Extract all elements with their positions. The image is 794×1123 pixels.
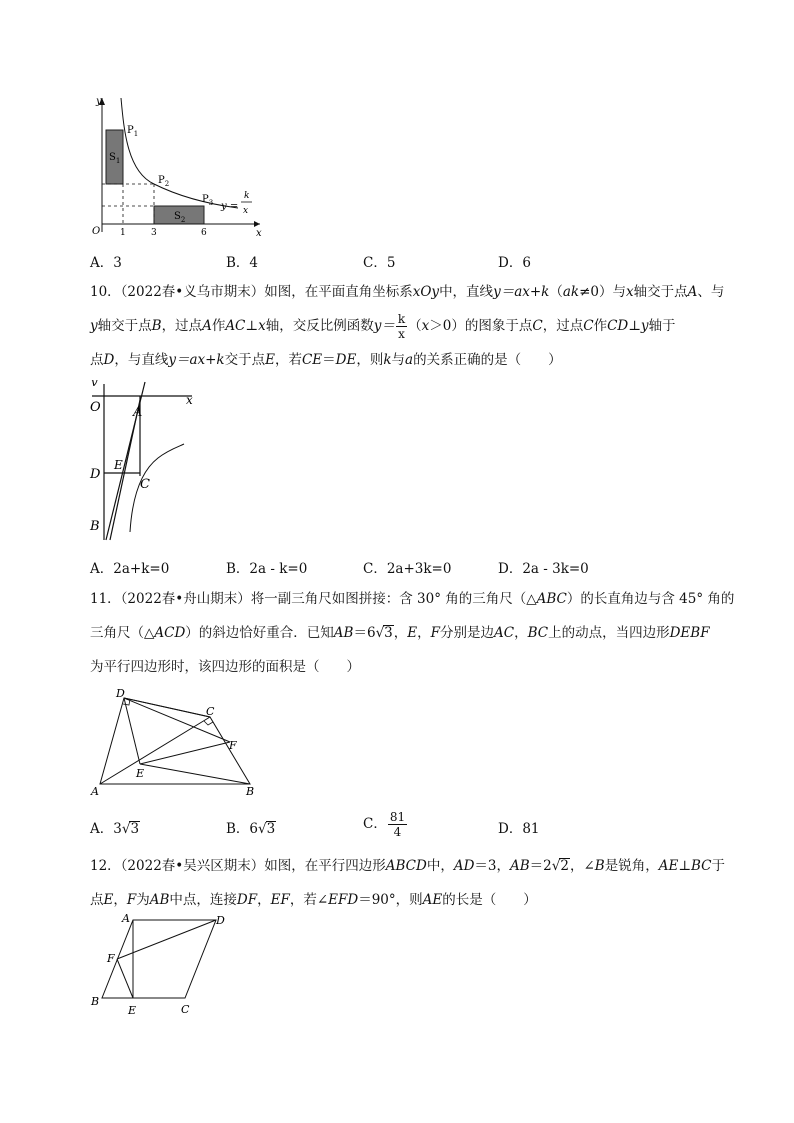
q10-label-d: D (90, 467, 101, 482)
q11-label-e: E (136, 767, 145, 780)
q12-label-a: A (122, 912, 130, 925)
q11-option-a[interactable]: A．3√3 (90, 821, 140, 837)
q9-figure (88, 92, 268, 242)
q10-label-o: O (90, 400, 101, 415)
q11-figure (88, 685, 263, 800)
q11-label-f: F (229, 739, 237, 752)
q11-line-2: 三角尺（△ACD）的斜边恰好重合．已知AB＝6√3，E，F分别是边AC，BC上的动点，当四边形DEBF (90, 625, 710, 641)
q9-label-s1: $S_1$ (109, 152, 121, 165)
q10-line-2: y轴交于点B，过点A作AC⊥x轴，交反比例函数y＝ $\frac{k}{x}$ （x＞0）的图象于点C，过点C作CD⊥y轴于 (90, 312, 676, 341)
q9-hyperbola (121, 98, 238, 208)
q9-label-y: y (96, 96, 102, 107)
q11-label-a: A (91, 785, 99, 798)
q9-label-x: x (256, 228, 262, 239)
q10-option-d[interactable]: D．2a - 3k=0 (498, 561, 589, 577)
q9-label-yeq: y = (221, 201, 239, 212)
q12-label-d: D (216, 914, 225, 927)
question-12 (90, 849, 726, 917)
q12-figure (88, 910, 238, 1018)
q12-label-c: C (181, 1003, 190, 1016)
q9-option-d[interactable]: D．6 (498, 255, 531, 271)
q12-line-1: 12．（2022春•吴兴区期末）如图，在平行四边形ABCD中，AD＝3，AB＝2√2，∠B是锐角，AE⊥BC于 (90, 858, 726, 874)
q11-option-d[interactable]: D．81 (498, 821, 540, 837)
q11-line-1: 11．（2022春•舟山期末）将一副三角尺如图拼接：含 30° 角的三角尺（△ABC）的长直角边与含 45° 角的 (90, 591, 735, 607)
q9-option-b[interactable]: B．4 (226, 255, 259, 271)
q10-label-e: E (114, 458, 123, 472)
q10-label-c: C (140, 477, 150, 492)
question-11 (90, 582, 735, 684)
q10-label-v: v (91, 380, 98, 389)
q12-line-2: 点E，F为AB中点，连接DF，EF，若∠EFD＝90°，则AE的长是（ ） (90, 892, 537, 908)
q9-tick-6: 6 (201, 228, 207, 238)
q10-option-a[interactable]: A．2a+k=0 (90, 561, 170, 577)
q10-figure (88, 380, 208, 545)
q10-option-b[interactable]: B．2a - k=0 (226, 561, 308, 577)
q9-label-k: k (244, 191, 250, 201)
q9-label-p2: $P_2$ (158, 175, 170, 188)
q12-label-b: B (91, 995, 100, 1008)
q9-label-s2: $S_2$ (174, 211, 186, 224)
q9-label-p3: $P_3$ (202, 194, 214, 207)
q9-label-p1: $P_1$ (127, 125, 139, 138)
q10-label-a: A (133, 405, 143, 420)
question-10 (90, 275, 725, 377)
q9-tick-3: 3 (151, 228, 157, 238)
q9-option-a[interactable]: A．3 (90, 255, 122, 271)
q11-label-b: B (246, 785, 255, 798)
q10-label-x: x (186, 393, 193, 407)
q11-option-b[interactable]: B．6√3 (226, 821, 276, 837)
q10-line-3: 点D，与直线y＝ax+k交于点E，若CE＝DE，则k与a的关系正确的是（ ） (90, 352, 562, 368)
q9-tick-1: 1 (120, 228, 126, 238)
q10-option-c[interactable]: C．2a+3k=0 (363, 561, 452, 577)
q11-option-c[interactable]: C． $\frac{81}{4}$ (363, 810, 406, 839)
q11-line-3: 为平行四边形时，该四边形的面积是（ ） (90, 659, 360, 675)
q12-label-e: E (128, 1004, 137, 1017)
q11-label-d: D (116, 687, 125, 700)
q9-option-c[interactable]: C．5 (363, 255, 396, 271)
q10-line-1: 10．（2022春•义乌市期末）如图，在平面直角坐标系xOy中，直线y＝ax+k（ak≠0）与x轴交于点A、与 (90, 284, 725, 300)
q10-label-b: B (90, 519, 100, 534)
q9-label-xden: x (243, 206, 249, 216)
q9-label-o: O (92, 226, 101, 237)
q11-label-c: C (206, 705, 215, 718)
q12-label-f: F (107, 952, 115, 965)
